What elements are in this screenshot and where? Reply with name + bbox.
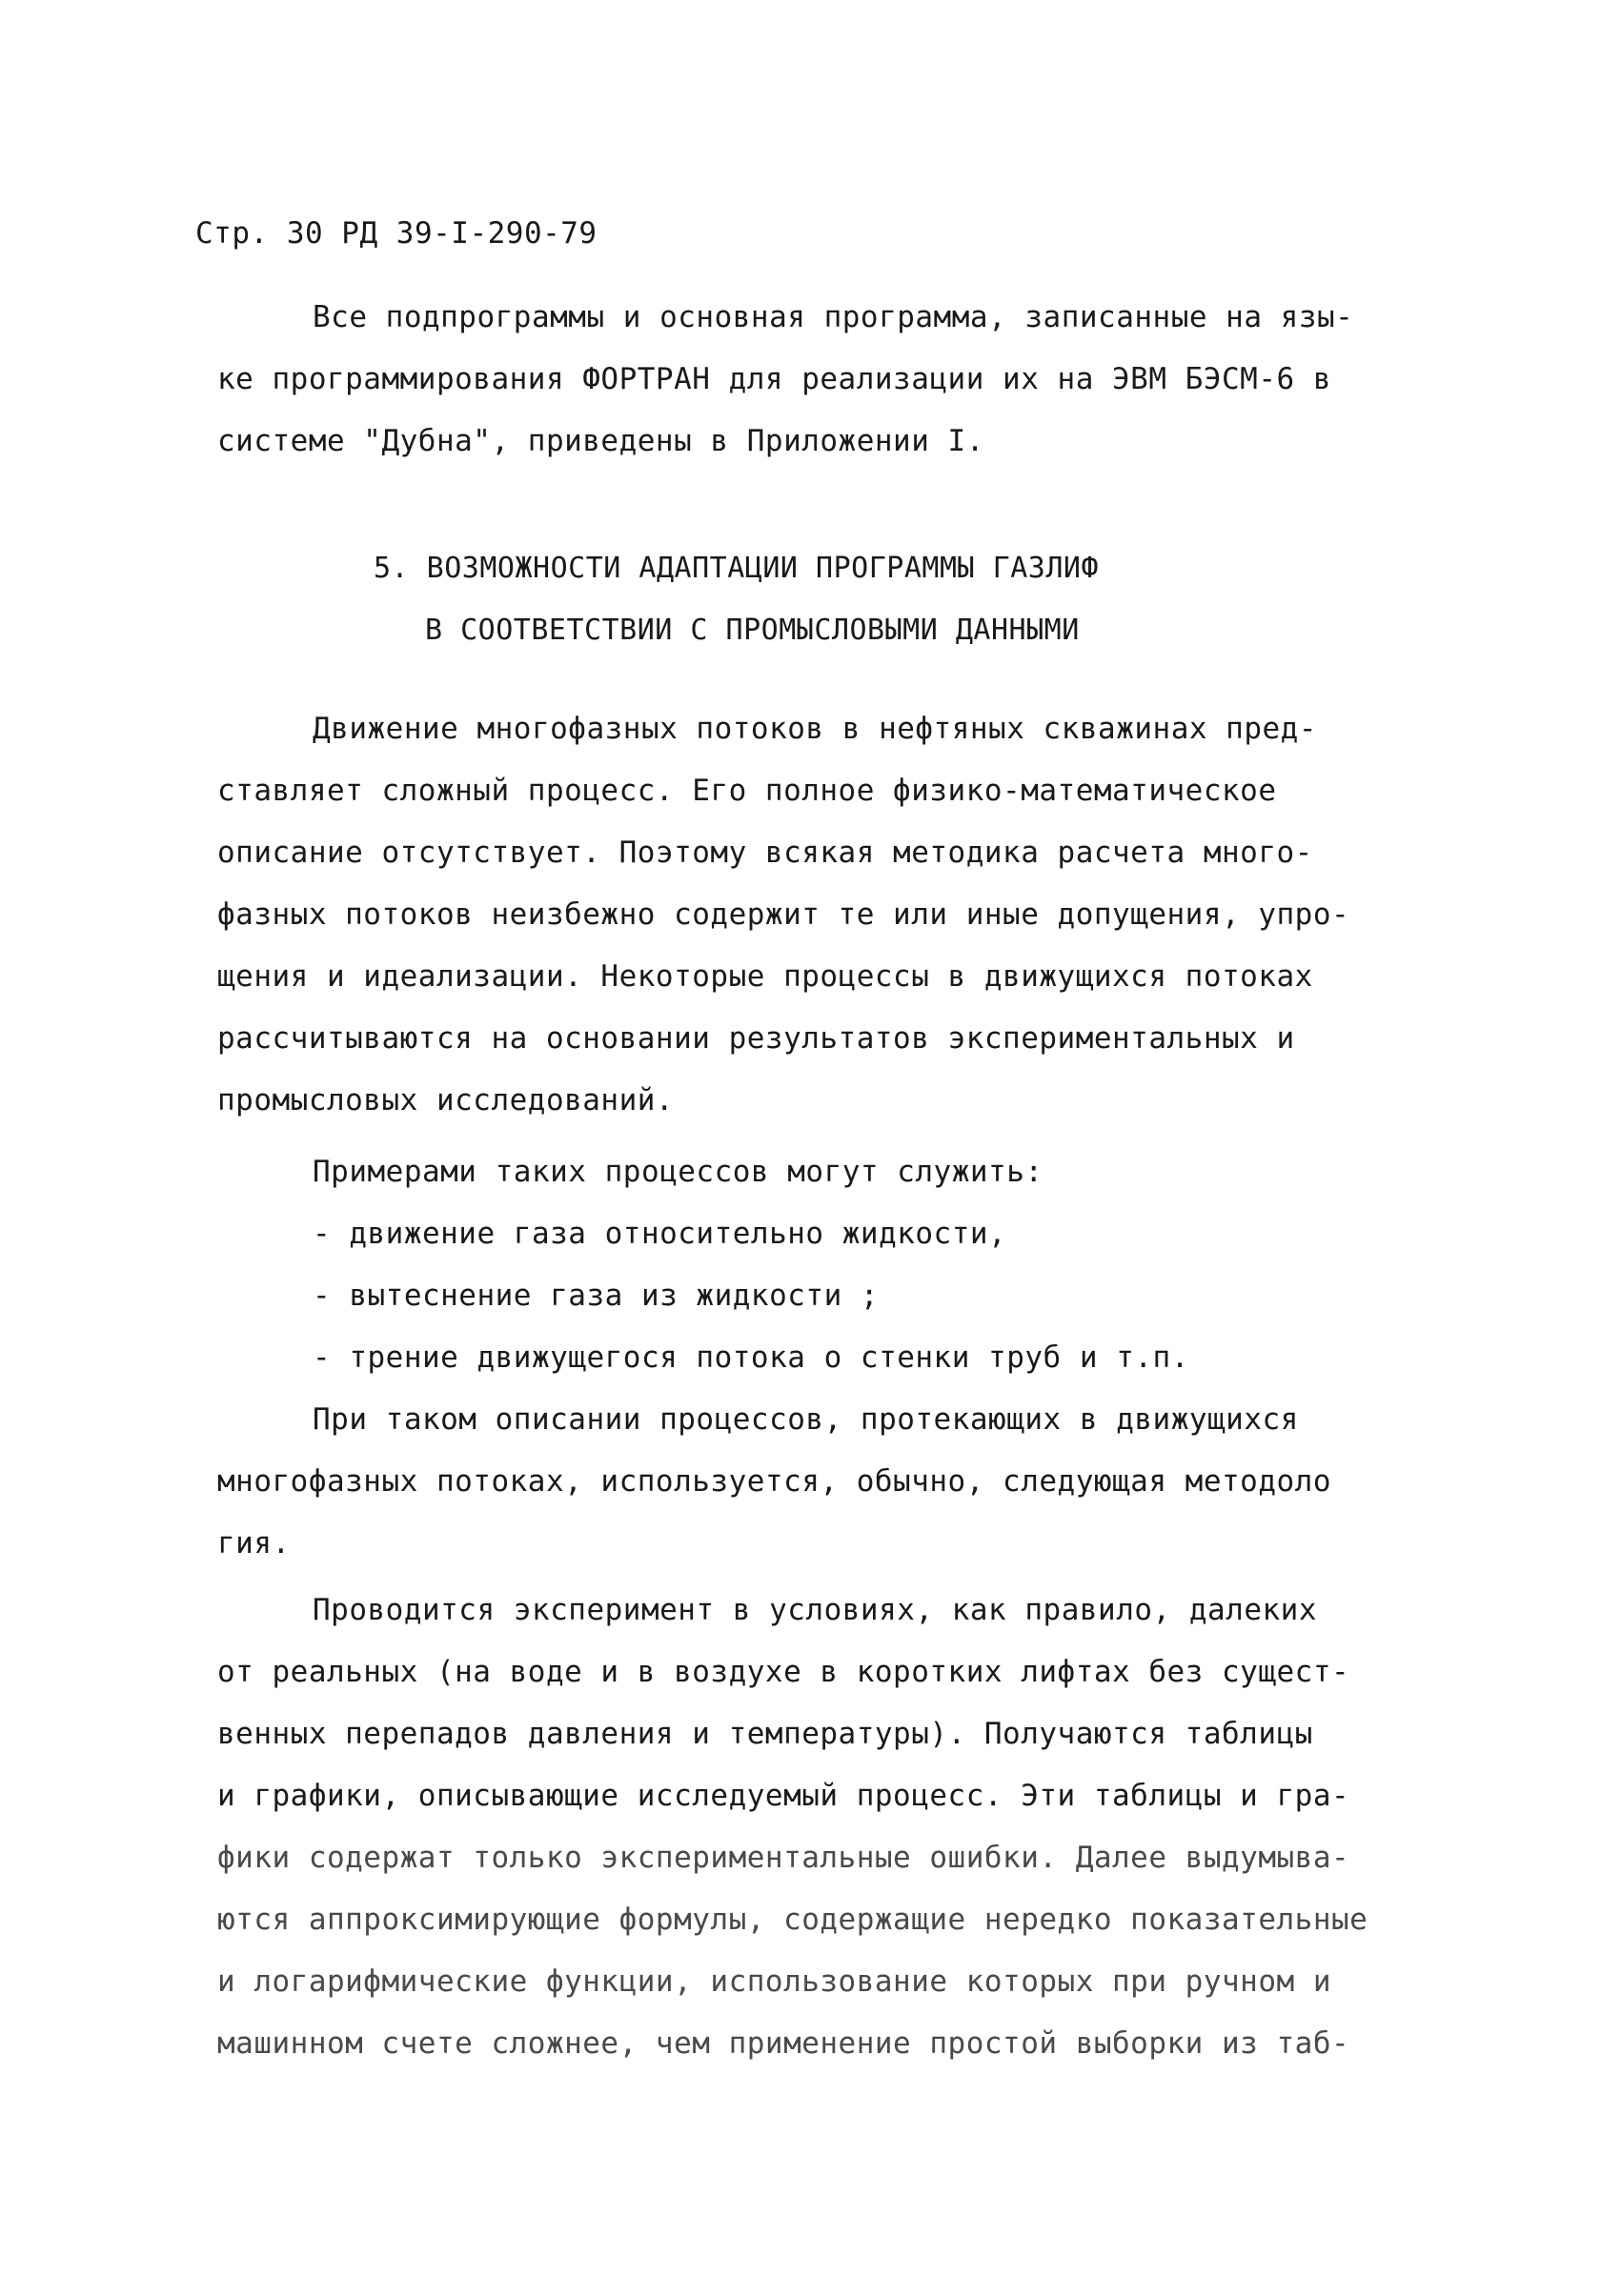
para3-line-4: и графики, описывающие исследуемый процесс. Эти таблицы и гра- xyxy=(217,1779,1350,1813)
para3-line-5: фики содержат только экспериментальные ошибки. Далее выдумыва- xyxy=(217,1841,1350,1875)
para3-line-3: венных перепадов давления и температуры). Получаются таблицы xyxy=(217,1717,1313,1751)
para1-line-5: щения и идеализации. Некоторые процессы в движущихся потоках xyxy=(217,959,1313,994)
para1-line-4: фазных потоков неизбежно содержит те или иные допущения, упро- xyxy=(217,897,1350,932)
example-item-3: - трение движущегося потока о стенки труб и т.п. xyxy=(313,1340,1189,1375)
para3-line-2: от реальных (на воде и в воздухе в коротких лифтах без сущест- xyxy=(217,1655,1350,1689)
para3-line-7: и логарифмические функции, использование которых при ручном и xyxy=(217,1964,1331,1999)
para3-line-1: Проводится эксперимент в условиях, как правило, далеких xyxy=(313,1593,1317,1627)
para1-line-7: промысловых исследований. xyxy=(217,1083,675,1118)
para2-line-3: гия. xyxy=(217,1526,291,1561)
para1-line-1: Движение многофазных потоков в нефтяных скважинах пред- xyxy=(313,712,1317,746)
para2-line-1: При таком описании процессов, протекающих в движущихся xyxy=(313,1402,1299,1437)
example-item-1: - движение газа относительно жидкости, xyxy=(313,1217,1007,1251)
intro-line-2: ке программирования ФОРТРАН для реализации их на ЭВМ БЭСМ-6 в xyxy=(217,362,1331,396)
example-item-2: - вытеснение газа из жидкости ; xyxy=(313,1279,880,1313)
para1-line-6: рассчитываются на основании результатов экспериментальных и xyxy=(217,1021,1295,1056)
intro-line-1: Все подпрограммы и основная программа, записанные на язы- xyxy=(313,300,1354,334)
section-title-line-2: В СООТВЕТСТВИИ С ПРОМЫСЛОВЫМИ ДАННЫМИ xyxy=(425,614,1080,647)
section-title-line-1: 5. ВОЗМОЖНОСТИ АДАПТАЦИИ ПРОГРАММЫ ГАЗЛИФ xyxy=(374,552,1100,585)
para1-line-3: описание отсутствует. Поэтому всякая методика расчета много- xyxy=(217,836,1313,870)
para2-line-2: многофазных потоках, используется, обычно, следующая методоло xyxy=(217,1464,1331,1499)
para3-line-6: ются аппроксимирующие формулы, содержащие нередко показательные xyxy=(217,1903,1368,1937)
examples-intro: Примерами таких процессов могут служить: xyxy=(313,1155,1044,1189)
intro-line-3: системе "Дубна", приведены в Приложении I. xyxy=(217,424,984,458)
page-header: Стр. 30 РД 39-I-290-79 xyxy=(195,216,598,251)
para1-line-2: ставляет сложный процесс. Его полное физико-математическое xyxy=(217,774,1277,808)
para3-line-8: машинном счете сложнее, чем применение простой выборки из таб- xyxy=(217,2026,1350,2061)
